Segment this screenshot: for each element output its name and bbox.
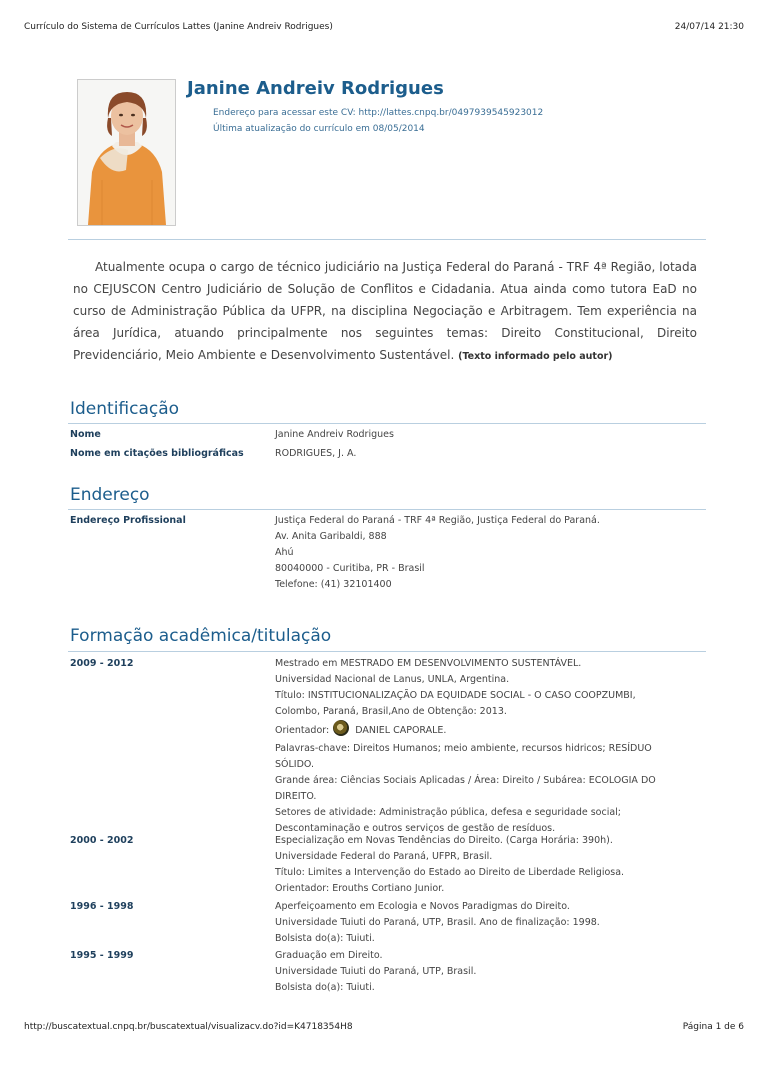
address-line: 80040000 - Curitiba, PR - Brasil (275, 563, 425, 574)
entry-details (275, 899, 705, 947)
detail-line: Palavras-chave: Direitos Humanos; meio ambiente, recursos hidricos; RESÍDUO (275, 743, 652, 754)
abstract-text: Atualmente ocupa o cargo de técnico judiciário na Justiça Federal do Paraná - TRF 4ª Região, lotada no CEJUSCON Centro Judiciário de Solução de Conflitos e Cidadania. Atua ainda como tutora EaD no curso de Administração Pública da UFPR, na disciplina Negociação e Arbitragem. Tem experiência na área Jurídica, atuando principalmente nos seguintes temas: Direito Constitucional, Direito Previdenciário, Meio Ambiente e Desenvolvimento Sustentável. (73, 260, 697, 362)
period: 1996 - 1998 (70, 901, 134, 912)
address-line: Av. Anita Garibaldi, 888 (275, 531, 387, 542)
detail-line: Mestrado em MESTRADO EM DESENVOLVIMENTO SUSTENTÁVEL. (275, 658, 582, 669)
detail-line: Bolsista do(a): Tuiuti. (275, 982, 375, 993)
detail-line: Setores de atividade: Administração pública, defesa e seguridade social; (275, 807, 621, 818)
detail-line: Descontaminação e outros serviços de gestão de resíduos. (275, 823, 556, 834)
abstract-note: (Texto informado pelo autor) (458, 351, 613, 362)
field-value (275, 513, 705, 593)
detail-line: Bolsista do(a): Tuiuti. (275, 933, 375, 944)
section-divider (68, 423, 706, 424)
page-footer (24, 1022, 744, 1032)
last-update: Última atualização do currículo em 08/05/2014 (213, 124, 425, 134)
detail-line: Título: INSTITUCIONALIZAÇÃO DA EQUIDADE SOCIAL - O CASO COOPZUMBI, (275, 690, 636, 701)
field-label: Nome em citações bibliográficas (70, 448, 244, 459)
detail-line: Universidad Nacional de Lanus, UNLA, Argentina. (275, 674, 510, 685)
cv-address: Endereço para acessar este CV: http://lattes.cnpq.br/0497939545923012 (213, 108, 544, 118)
section-divider (68, 509, 706, 510)
period: 2009 - 2012 (70, 658, 134, 669)
detail-line: Título: Limites a Intervenção do Estado ao Direito de Liberdade Religiosa. (275, 867, 625, 878)
field-value: Janine Andreiv Rodrigues (275, 429, 394, 440)
entry-details (275, 833, 705, 897)
section-title-endereco: Endereço (70, 485, 150, 505)
section-divider (68, 651, 706, 652)
detail-line: Universidade Tuiuti do Paraná, UTP, Brasil. (275, 966, 477, 977)
entry-details (275, 656, 705, 837)
field-label: Endereço Profissional (70, 515, 186, 526)
detail-line: Universidade Tuiuti do Paraná, UTP, Brasil. Ano de finalização: 1998. (275, 917, 600, 928)
print-datetime: 24/07/14 21:30 (674, 22, 744, 32)
field-value: RODRIGUES, J. A. (275, 448, 357, 459)
section-title-identificacao: Identificação (70, 399, 180, 419)
address-line: Justiça Federal do Paraná - TRF 4ª Região, Justiça Federal do Paraná. (275, 515, 600, 526)
detail-line: Graduação em Direito. (275, 950, 383, 961)
section-title-formacao: Formação acadêmica/titulação (70, 626, 332, 646)
orientador-name: DANIEL CAPORALE. (355, 725, 447, 736)
abstract (73, 256, 697, 368)
header-divider (68, 239, 706, 240)
detail-line: DIREITO. (275, 791, 317, 802)
page-number: Página 1 de 6 (682, 1022, 744, 1032)
phone-line: Telefone: (41) 32101400 (275, 579, 392, 590)
address-line: Ahú (275, 547, 294, 558)
period: 1995 - 1999 (70, 950, 134, 961)
detail-line: Orientador: Erouths Cortiano Junior. (275, 883, 445, 894)
lattes-profile-icon[interactable] (333, 720, 349, 736)
field-label: Nome (70, 429, 101, 440)
detail-line: Universidade Federal do Paraná, UFPR, Brasil. (275, 851, 493, 862)
detail-line: SÓLIDO. (275, 759, 315, 770)
footer-url: http://buscatextual.cnpq.br/buscatextual/visualizacv.do?id=K4718354H8 (24, 1022, 353, 1032)
period: 2000 - 2002 (70, 835, 134, 846)
detail-line: Aperfeiçoamento em Ecologia e Novos Paradigmas do Direito. (275, 901, 570, 912)
document-title: Currículo do Sistema de Currículos Lattes (Janine Andreiv Rodrigues) (24, 22, 333, 32)
person-name: Janine Andreiv Rodrigues (187, 78, 444, 99)
detail-line: Colombo, Paraná, Brasil,Ano de Obtenção: 2013. (275, 706, 507, 717)
entry-details (275, 948, 705, 996)
page-header (24, 22, 744, 32)
profile-photo (77, 79, 176, 226)
orientador-line (275, 720, 705, 741)
detail-line: Especialização em Novas Tendências do Direito. (Carga Horária: 390h). (275, 835, 613, 846)
detail-line: Grande área: Ciências Sociais Aplicadas / Área: Direito / Subárea: ECOLOGIA DO (275, 775, 656, 786)
orientador-label: Orientador: (275, 725, 330, 736)
